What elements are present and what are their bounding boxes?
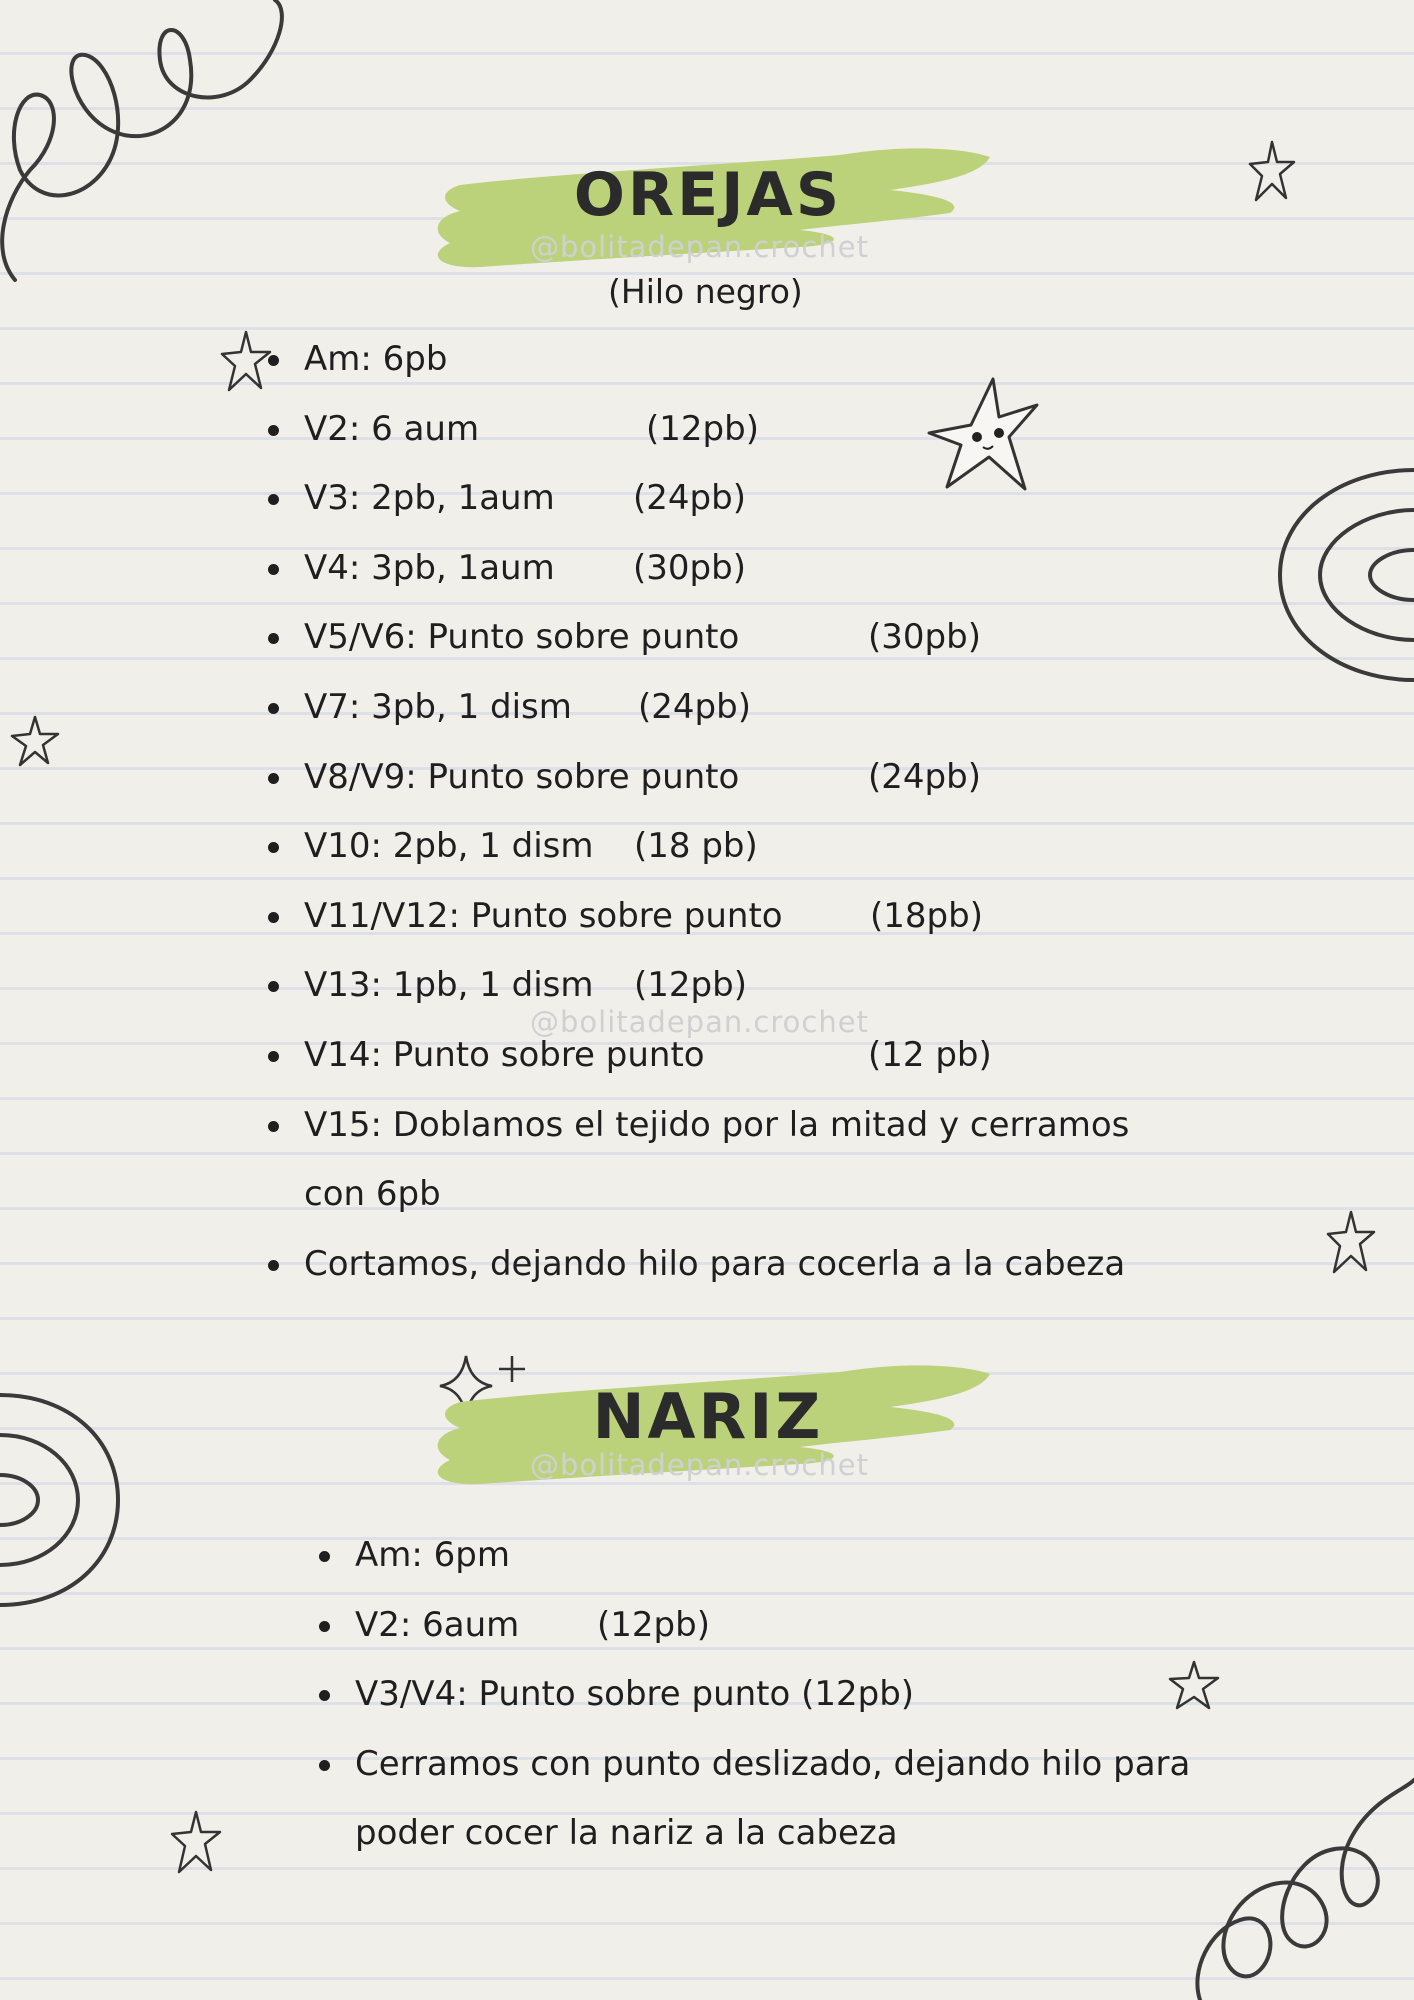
section-subtitle: (Hilo negro) — [608, 272, 803, 311]
stitch-count: (12 pb) — [868, 1034, 992, 1075]
step-text: V4: 3pb, 1aum — [304, 547, 555, 588]
step-text: V3/V4: Punto sobre punto (12pb) — [355, 1674, 915, 1715]
stitch-count: (24pb) — [868, 756, 981, 797]
list-item — [304, 1230, 1204, 1300]
list-item — [304, 1091, 1164, 1230]
bullet — [268, 564, 279, 575]
bullet — [268, 633, 279, 644]
list-item — [304, 882, 1204, 952]
step-text: V14: Punto sobre punto — [304, 1034, 705, 1075]
bullet — [268, 981, 279, 992]
step-text: V3: 2pb, 1aum — [304, 478, 555, 519]
list-item — [304, 812, 1204, 882]
stitch-count: (24pb) — [638, 686, 751, 727]
bullet — [268, 912, 279, 923]
stitch-count: (12pb) — [597, 1604, 710, 1645]
list-item — [304, 603, 1204, 673]
step-text: Cortamos, dejando hilo para cocerla a la cabeza — [304, 1243, 1126, 1284]
bullet — [268, 1260, 279, 1271]
orejas-instructions-list — [304, 325, 1204, 1299]
step-text: V5/V6: Punto sobre punto — [304, 617, 740, 658]
rainbow-arcs-left — [0, 1390, 125, 1610]
stitch-count: (12pb) — [634, 965, 747, 1006]
step-text: Am: 6pm — [355, 1535, 510, 1575]
step-text: V2: 6aum — [355, 1604, 520, 1645]
spiral-doodle-bottom-right — [1180, 1740, 1414, 2000]
stitch-count: (18pb) — [870, 895, 983, 936]
bullet — [268, 355, 279, 366]
list-item — [304, 743, 1204, 813]
bullet — [268, 773, 279, 784]
bullet — [268, 425, 279, 436]
step-text: Cerramos con punto deslizado, dejando hilo para poder cocer la nariz a la cabeza — [355, 1743, 1191, 1854]
step-text: V8/V9: Punto sobre punto — [304, 756, 740, 797]
rainbow-arcs-right — [1270, 465, 1414, 685]
list-item — [304, 325, 1204, 395]
nariz-instructions-list — [355, 1521, 1205, 1869]
step-text: V15: Doblamos el tejido por la mitad y cerramos con 6pb — [304, 1104, 1130, 1215]
bullet — [319, 1621, 330, 1632]
star-icon — [1326, 1210, 1376, 1274]
step-text: V13: 1pb, 1 dism — [304, 965, 594, 1006]
bullet — [319, 1760, 330, 1771]
star-icon — [1248, 140, 1296, 204]
list-item — [355, 1521, 1205, 1591]
list-item — [304, 673, 1204, 743]
bullet — [268, 1051, 279, 1062]
stitch-count: (24pb) — [633, 478, 746, 519]
list-item — [304, 534, 1204, 604]
bullet — [268, 1121, 279, 1132]
stitch-count: (30pb) — [868, 617, 981, 658]
bullet — [268, 842, 279, 853]
bullet — [268, 703, 279, 714]
step-text: V11/V12: Punto sobre punto — [304, 895, 783, 936]
bullet — [268, 494, 279, 505]
list-item — [355, 1730, 1205, 1869]
stitch-count: (12pb) — [646, 408, 759, 449]
bullet — [319, 1690, 330, 1701]
star-icon — [10, 715, 60, 767]
watermark: @bolitadepan.crochet — [530, 1448, 869, 1482]
spiral-doodle-top-left — [0, 0, 300, 300]
step-text: Am: 6pb — [304, 339, 448, 379]
list-item — [355, 1660, 1205, 1730]
list-item — [304, 464, 1204, 534]
step-text: V2: 6 aum — [304, 408, 480, 449]
star-icon — [170, 1810, 222, 1874]
stitch-count: (18 pb) — [634, 826, 758, 867]
section-title-nariz: NARIZ — [592, 1380, 824, 1453]
step-text: V7: 3pb, 1 dism — [304, 686, 572, 727]
watermark: @bolitadepan.crochet — [530, 230, 869, 264]
bullet — [319, 1551, 330, 1562]
stitch-count: (30pb) — [633, 547, 746, 588]
star-icon — [220, 330, 272, 392]
list-item — [304, 395, 1204, 465]
list-item — [355, 1591, 1205, 1661]
watermark: @bolitadepan.crochet — [530, 1005, 869, 1039]
step-text: V10: 2pb, 1 dism — [304, 826, 594, 867]
section-title-orejas: OREJAS — [573, 160, 843, 230]
